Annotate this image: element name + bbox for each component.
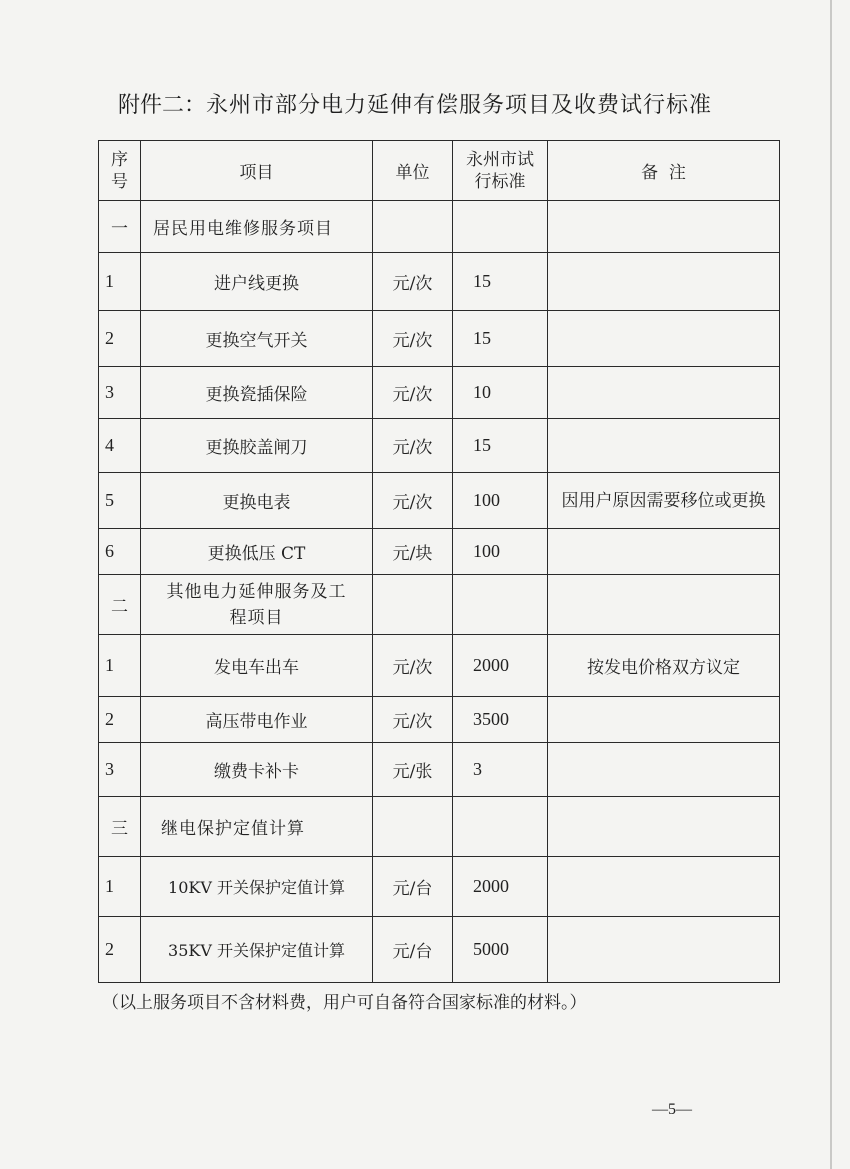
row-item: 35KV 开关保护定值计算 (141, 917, 373, 983)
page-title (118, 88, 738, 119)
row-remark: 按发电价格双方议定 (548, 635, 780, 697)
footnote: （以上服务项目不含材料费，用户可自备符合国家标准的材料。） (102, 993, 587, 1013)
table-row (99, 311, 780, 367)
row-item: 更换瓷插保险 (141, 367, 373, 419)
row-item: 高压带电作业 (141, 697, 373, 743)
title-prefix: 附件二： (118, 93, 207, 118)
row-price: 10 (453, 367, 548, 419)
page-number: —5— (652, 1101, 692, 1118)
table-row (99, 743, 780, 797)
row-seq: 1 (99, 635, 141, 697)
row-seq: 2 (99, 697, 141, 743)
row-item: 发电车出车 (141, 635, 373, 697)
row-seq: 1 (99, 253, 141, 311)
row-price: 100 (453, 473, 548, 529)
row-item: 缴费卡补卡 (141, 743, 373, 797)
table-row (99, 473, 780, 529)
row-seq: 3 (99, 367, 141, 419)
row-price: 3500 (453, 697, 548, 743)
header-remark: 备 注 (548, 141, 780, 201)
table-row (99, 367, 780, 419)
row-price: 15 (453, 311, 548, 367)
table-row (99, 697, 780, 743)
fee-table (98, 140, 780, 983)
row-seq: 2 (99, 917, 141, 983)
table-row (99, 253, 780, 311)
row-price: 5000 (453, 917, 548, 983)
title-text: 永州市部分电力延伸有偿服务项目及收费试行标准 (206, 93, 713, 118)
row-unit: 元/次 (373, 311, 453, 367)
row-remark: 因用户原因需要移位或更换 (548, 473, 780, 529)
row-seq: 4 (99, 419, 141, 473)
row-seq: 6 (99, 529, 141, 575)
table-row (99, 529, 780, 575)
section-name: 其他电力延伸服务及工程项目 (141, 575, 373, 635)
row-unit: 元/次 (373, 697, 453, 743)
section-index: 二 (99, 575, 141, 635)
table-row (99, 635, 780, 697)
section-index: 三 (99, 797, 141, 857)
table-row (99, 419, 780, 473)
row-item: 进户线更换 (141, 253, 373, 311)
row-seq: 2 (99, 311, 141, 367)
row-remark (548, 253, 780, 311)
row-price: 2000 (453, 635, 548, 697)
row-item: 更换空气开关 (141, 311, 373, 367)
header-seq: 序号 (99, 141, 141, 201)
row-price: 3 (453, 743, 548, 797)
table-row (99, 917, 780, 983)
row-unit: 元/次 (373, 253, 453, 311)
section-index: 一 (99, 201, 141, 253)
section-name: 继电保护定值计算 (141, 797, 373, 857)
row-remark (548, 311, 780, 367)
row-item: 更换低压 CT (141, 529, 373, 575)
row-unit: 元/块 (373, 529, 453, 575)
row-price: 2000 (453, 857, 548, 917)
row-remark (548, 697, 780, 743)
row-unit: 元/次 (373, 635, 453, 697)
row-remark (548, 857, 780, 917)
row-price: 15 (453, 253, 548, 311)
row-remark (548, 529, 780, 575)
header-standard: 永州市试行标准 (453, 141, 548, 201)
row-remark (548, 743, 780, 797)
row-seq: 5 (99, 473, 141, 529)
section-row (99, 797, 780, 857)
section-row (99, 575, 780, 635)
header-item: 项目 (141, 141, 373, 201)
row-remark (548, 419, 780, 473)
row-remark (548, 367, 780, 419)
row-remark (548, 917, 780, 983)
row-unit: 元/台 (373, 917, 453, 983)
row-price: 100 (453, 529, 548, 575)
row-item: 10KV 开关保护定值计算 (141, 857, 373, 917)
row-unit: 元/台 (373, 857, 453, 917)
row-item: 更换电表 (141, 473, 373, 529)
row-unit: 元/次 (373, 367, 453, 419)
scan-edge (830, 0, 832, 1169)
row-price: 15 (453, 419, 548, 473)
header-row (99, 141, 780, 201)
row-seq: 1 (99, 857, 141, 917)
section-name: 居民用电维修服务项目 (141, 201, 373, 253)
row-unit: 元/张 (373, 743, 453, 797)
section-row (99, 201, 780, 253)
row-item: 更换胶盖闸刀 (141, 419, 373, 473)
row-unit: 元/次 (373, 473, 453, 529)
table-row (99, 857, 780, 917)
header-unit: 单位 (373, 141, 453, 201)
row-seq: 3 (99, 743, 141, 797)
row-unit: 元/次 (373, 419, 453, 473)
